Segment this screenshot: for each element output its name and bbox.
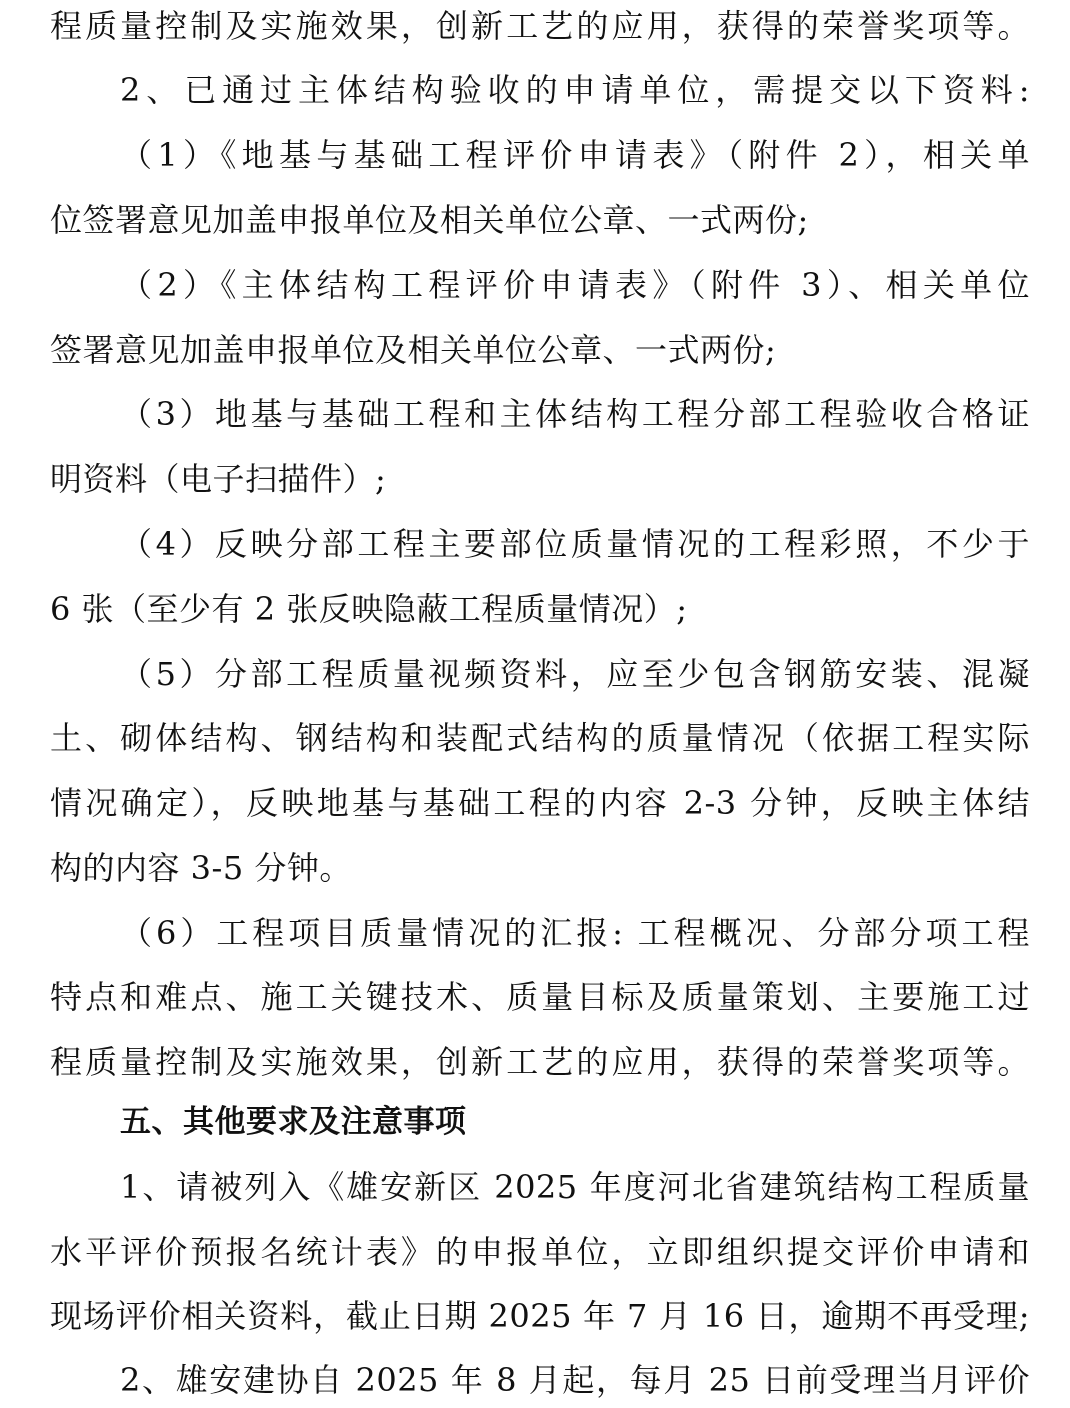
- paragraph-line: 1、请被列入《雄安新区 2025 年度河北省建筑结构工程质量: [120, 1168, 1030, 1206]
- paragraph-line: 构的内容 3-5 分钟。: [50, 849, 352, 887]
- paragraph-line: 土、砌体结构、钢结构和装配式结构的质量情况（依据工程实际: [50, 719, 1030, 757]
- paragraph-line: 6 张（至少有 2 张反映隐蔽工程质量情况）;: [50, 590, 688, 628]
- paragraph-line: （1）《地基与基础工程评价申请表》（附件 2），相关单: [120, 136, 1030, 174]
- paragraph-line: （6）工程项目质量情况的汇报: 工程概况、分部分项工程: [120, 914, 1030, 952]
- paragraph-line: 明资料（电子扫描件）;: [50, 460, 387, 498]
- paragraph-line: 现场评价相关资料，截止日期 2025 年 7 月 16 日，逾期不再受理;: [50, 1297, 1030, 1335]
- paragraph-line: 特点和难点、施工关键技术、质量目标及质量策划、主要施工过: [50, 978, 1030, 1016]
- paragraph-line: 签署意见加盖申报单位及相关单位公章、一式两份;: [50, 331, 777, 369]
- paragraph-line: 2、已通过主体结构验收的申请单位，需提交以下资料:: [120, 71, 1030, 109]
- paragraph-line: 2、雄安建协自 2025 年 8 月起，每月 25 日前受理当月评价: [120, 1361, 1030, 1399]
- paragraph-line: （3）地基与基础工程和主体结构工程分部工程验收合格证: [120, 395, 1030, 433]
- paragraph-line: 程质量控制及实施效果，创新工艺的应用，获得的荣誉奖项等。: [50, 1043, 1030, 1081]
- paragraph-line: 位签署意见加盖申报单位及相关单位公章、一式两份;: [50, 201, 809, 239]
- paragraph-line: 水平评价预报名统计表》的申报单位，立即组织提交评价申请和: [50, 1233, 1030, 1271]
- paragraph-line: （2）《主体结构工程评价申请表》（附件 3）、相关单位: [120, 266, 1030, 304]
- paragraph-line: （5）分部工程质量视频资料，应至少包含钢筋安装、混凝: [120, 655, 1030, 693]
- paragraph-line: （4）反映分部工程主要部位质量情况的工程彩照，不少于: [120, 525, 1030, 563]
- paragraph-line: 程质量控制及实施效果，创新工艺的应用，获得的荣誉奖项等。: [50, 7, 1030, 45]
- section-heading: 五、其他要求及注意事项: [120, 1104, 467, 1140]
- paragraph-line: 情况确定），反映地基与基础工程的内容 2-3 分钟，反映主体结: [50, 784, 1030, 822]
